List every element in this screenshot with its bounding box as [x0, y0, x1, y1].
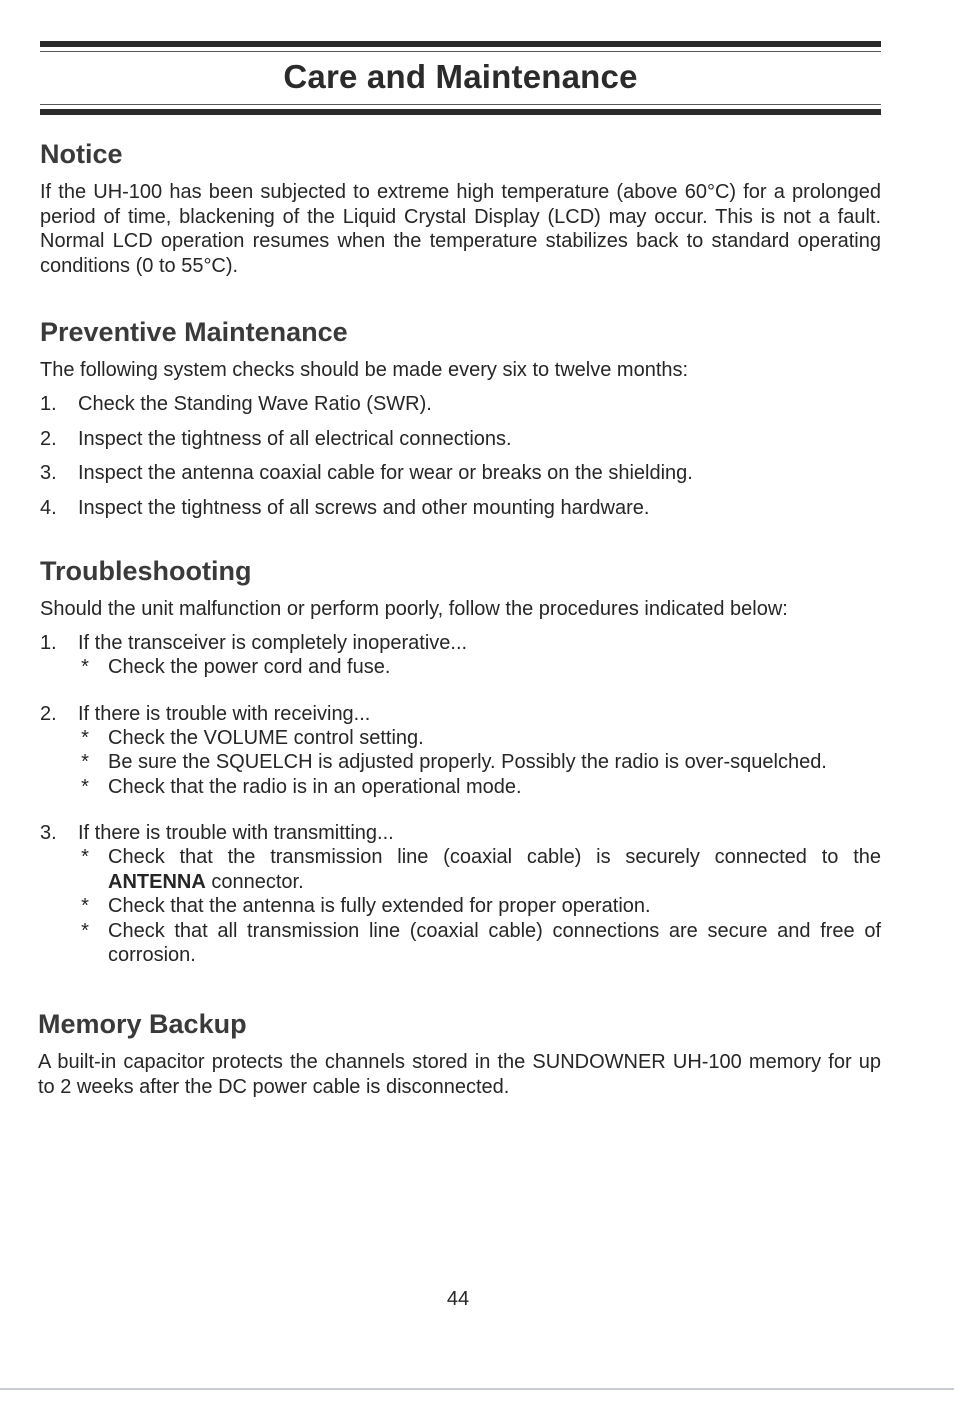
troubleshooting-intro: Should the unit malfunction or perform poorly, follow the procedures indicated below:	[40, 598, 788, 620]
trouble-condition: If the transceiver is completely inoperative...	[78, 632, 468, 654]
bullet-text: Check the power cord and fuse.	[108, 656, 391, 678]
list-item	[40, 427, 881, 451]
preventive-list	[40, 392, 881, 520]
bullet-marker: *	[81, 751, 89, 773]
bullet-item	[78, 750, 881, 775]
preventive-heading: Preventive Maintenance	[40, 317, 348, 347]
list-number: 4.	[40, 496, 57, 519]
trouble-bullets	[78, 845, 881, 968]
list-item-text: Inspect the tightness of all screws and other mounting hardware.	[78, 496, 650, 519]
troubleshooting-section	[40, 555, 881, 990]
memory-heading: Memory Backup	[38, 1009, 247, 1039]
bullet-text: Be sure the SQUELCH is adjusted properly. Possibly the radio is over-squelched.	[108, 751, 827, 773]
page-title: Care and Maintenance	[283, 58, 638, 95]
bullet-text: Check that the transmission line (coaxial cable) is securely connected to the	[108, 846, 881, 868]
trouble-bullets	[78, 726, 881, 800]
list-number: 3.	[40, 462, 57, 484]
bullet-item	[78, 726, 881, 751]
bullet-text: Check that all transmission line (coaxial cable) connections are secure and free of corrosion.	[108, 919, 881, 966]
title-rule-top-thick	[40, 41, 881, 47]
troubleshooting-heading: Troubleshooting	[40, 556, 252, 586]
notice-text: If the UH-100 has been subjected to extreme high temperature (above 60°C) for a prolonged period of time, blackening of the Liquid Crystal Display (LCD) may occur. This is not a fault. Normal LCD operation resumes when the temperature stabilizes back to standard operating conditions (0 to 55°C).	[40, 181, 881, 277]
title-rule-top-thin	[40, 51, 881, 52]
list-item	[40, 496, 881, 520]
bullet-marker: *	[81, 919, 89, 942]
bullet-item	[78, 655, 881, 680]
bullet-marker: *	[81, 895, 89, 917]
trouble-number: 1.	[40, 632, 57, 654]
title-rule-bottom-thick	[40, 109, 881, 115]
bullet-text: Check the VOLUME control setting.	[108, 726, 424, 749]
antenna-connector-label: ANTENNA	[108, 870, 206, 893]
preventive-section	[40, 316, 881, 530]
page-number: 44	[446, 1288, 470, 1310]
bullet-marker: *	[81, 775, 89, 798]
trouble-number: 2.	[40, 702, 57, 725]
title-rule-bottom-thin	[40, 104, 881, 105]
memory-section	[38, 1008, 881, 1099]
memory-text: A built-in capacitor protects the channels stored in the SUNDOWNER UH-100 memory for up to 2 weeks after the DC power cable is disconnected.	[38, 1051, 881, 1098]
bullet-item	[78, 894, 881, 919]
trouble-condition: If there is trouble with transmitting...	[78, 822, 394, 844]
list-number: 2.	[40, 427, 57, 450]
bullet-marker: *	[81, 726, 89, 749]
bullet-item	[78, 775, 881, 800]
bullet-marker: *	[81, 846, 89, 868]
list-item-text: Check the Standing Wave Ratio (SWR).	[78, 393, 432, 415]
bullet-item	[78, 845, 881, 894]
trouble-condition: If there is trouble with receiving...	[78, 702, 371, 725]
list-item	[40, 461, 881, 485]
bullet-text-tail: connector.	[205, 870, 304, 893]
notice-section	[40, 138, 881, 278]
bullet-text: Check that the antenna is fully extended for proper operation.	[108, 895, 651, 917]
trouble-group-transmitting	[40, 821, 881, 968]
preventive-intro: The following system checks should be made every six to twelve months:	[40, 359, 689, 381]
list-number: 1.	[40, 393, 57, 415]
list-item	[40, 392, 881, 416]
trouble-bullets	[78, 655, 881, 680]
notice-heading: Notice	[40, 139, 123, 169]
scan-edge-line	[0, 1388, 954, 1390]
trouble-number: 3.	[40, 822, 57, 844]
bullet-text: Check that the radio is in an operational mode.	[108, 775, 522, 798]
list-item-text: Inspect the antenna coaxial cable for wear or breaks on the shielding.	[78, 462, 693, 484]
list-item-text: Inspect the tightness of all electrical connections.	[78, 427, 512, 450]
trouble-group-inoperative	[40, 631, 881, 680]
bullet-marker: *	[81, 656, 89, 678]
bullet-item	[78, 919, 881, 968]
trouble-group-receiving	[40, 702, 881, 800]
